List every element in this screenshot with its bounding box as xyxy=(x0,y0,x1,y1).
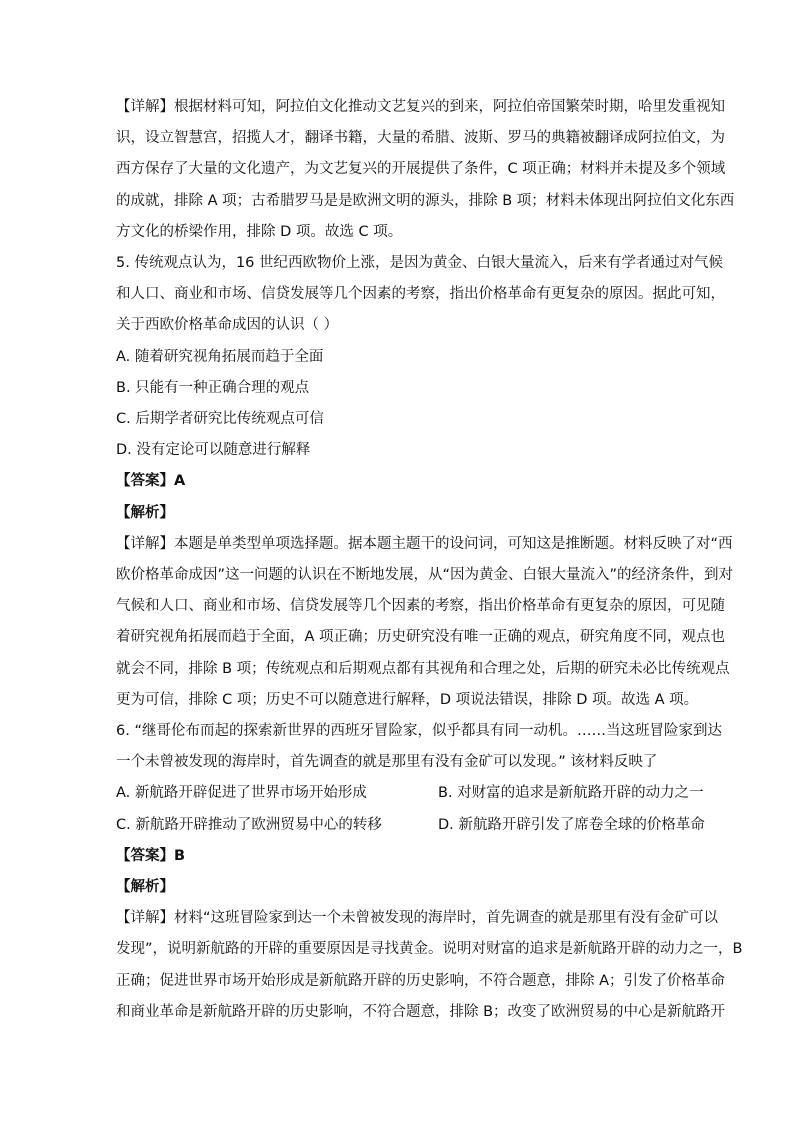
option-b: B. 只能有一种正确合理的观点 xyxy=(116,379,310,396)
analysis-label: 【解析】 xyxy=(116,504,174,521)
q6-detail-paragraph xyxy=(116,903,743,1028)
analysis-label: 【解析】 xyxy=(116,879,174,896)
text-line: 方文化的桥梁作用，排除 D 项。故选 C 项。 xyxy=(116,223,403,240)
text-line: 和人口、商业和市场、信贷发展等几个因素的考察，指出价格革命有更复杂的原因。据此可知， xyxy=(116,286,725,303)
document-content xyxy=(116,92,743,1028)
q5-detail-paragraph xyxy=(116,529,734,716)
text-line: 6. “继哥伦布而起的探索新世界的西班牙冒险家，似乎都具有同一动机。……当这班冒险家到达 xyxy=(116,723,722,740)
text-line: 发现”，说明新航路的开辟的重要原因是寻找黄金。说明对财富的追求是新航路开辟的动力之一，B xyxy=(116,941,743,958)
option-c: C. 后期学者研究比传统观点可信 xyxy=(116,411,324,428)
q6-stem xyxy=(116,716,722,778)
text-line: 【详解】材料“这班冒险家到达一个未曾被发现的海岸时，首先调查的就是那里有没有金矿可以 xyxy=(116,910,719,927)
option-d: D. 没有定论可以随意进行解释 xyxy=(116,442,311,459)
q4-detail-paragraph xyxy=(116,92,735,248)
text-line: 着研究视角拓展而趋于全面，A 项正确；历史研究没有唯一正确的观点，研究角度不同，观点也 xyxy=(116,629,726,646)
option-c: C. 新航路开辟推动了欧洲贸易中心的转移 xyxy=(116,816,382,833)
q6-options-row-2 xyxy=(116,810,706,841)
text-line: 更为可信，排除 C 项；历史不可以随意进行解释，D 项说法错误，排除 D 项。故选 A 项。 xyxy=(116,691,699,708)
q6-answer-block xyxy=(116,841,706,903)
text-line: 一个未曾被发现的海岸时，首先调查的就是那里有没有金矿可以发现。” 该材料反映了 xyxy=(116,754,658,771)
q5-stem xyxy=(116,248,725,342)
option-a: A. 随着研究视角拓展而趋于全面 xyxy=(116,348,324,365)
answer-label: 【答案】A xyxy=(116,473,186,490)
option-b: B. 对财富的追求是新航路开辟的动力之一 xyxy=(438,785,704,802)
q5-answer-block xyxy=(116,466,706,528)
text-line: 5. 传统观点认为，16 世纪西欧物价上涨，是因为黄金、白银大量流入，后来有学者通过对气候 xyxy=(116,255,723,272)
q6-options-row-1 xyxy=(116,778,706,809)
text-line: 就会不同，排除 B 项；传统观点和后期观点都有其视角和合理之处，后期的研究未必比传统观点 xyxy=(116,660,730,677)
text-line: 正确；促进世界市场开始形成是新航路开辟的历史影响，不符合题意，排除 A；引发了价格革命 xyxy=(116,972,726,989)
text-line: 和商业革命是新航路开辟的历史影响，不符合题意，排除 B；改变了欧洲贸易的中心是新航路开 xyxy=(116,1003,726,1020)
text-line: 气候和人口、商业和市场、信贷发展等几个因素的考察，指出价格革命有更复杂的原因，可见随 xyxy=(116,598,725,615)
text-line: 欧价格革命成因”这一问题的认识在不断地发展，从“因为黄金、白银大量流入”的经济条件，到对 xyxy=(116,567,734,584)
text-line: 【详解】本题是单类型单项选择题。据本题主题干的设问词，可知这是推断题。材料反映了对“西 xyxy=(116,535,733,552)
text-line: 的成就，排除 A 项；古希腊罗马是是欧洲文明的源头，排除 B 项；材料未体现出阿拉伯文化东西 xyxy=(116,192,735,209)
option-a: A. 新航路开辟促进了世界市场开始形成 xyxy=(116,785,367,802)
q5-options xyxy=(116,342,706,467)
text-line: 关于西欧价格革命成因的认识（ ） xyxy=(116,317,339,334)
text-line: 【详解】根据材料可知，阿拉伯文化推动文艺复兴的到来，阿拉伯帝国繁荣时期，哈里发重视知 xyxy=(116,99,725,115)
text-line: 识，设立智慧宫，招揽人才，翻译书籍，大量的希腊、波斯、罗马的典籍被翻译成阿拉伯文，为 xyxy=(116,130,725,147)
text-line: 西方保存了大量的文化遗产，为文艺复兴的开展提供了条件，C 项正确；材料并未提及多个领域 xyxy=(116,161,726,178)
option-d: D. 新航路开辟引发了席卷全球的价格革命 xyxy=(438,816,705,833)
answer-label: 【答案】B xyxy=(116,847,186,864)
